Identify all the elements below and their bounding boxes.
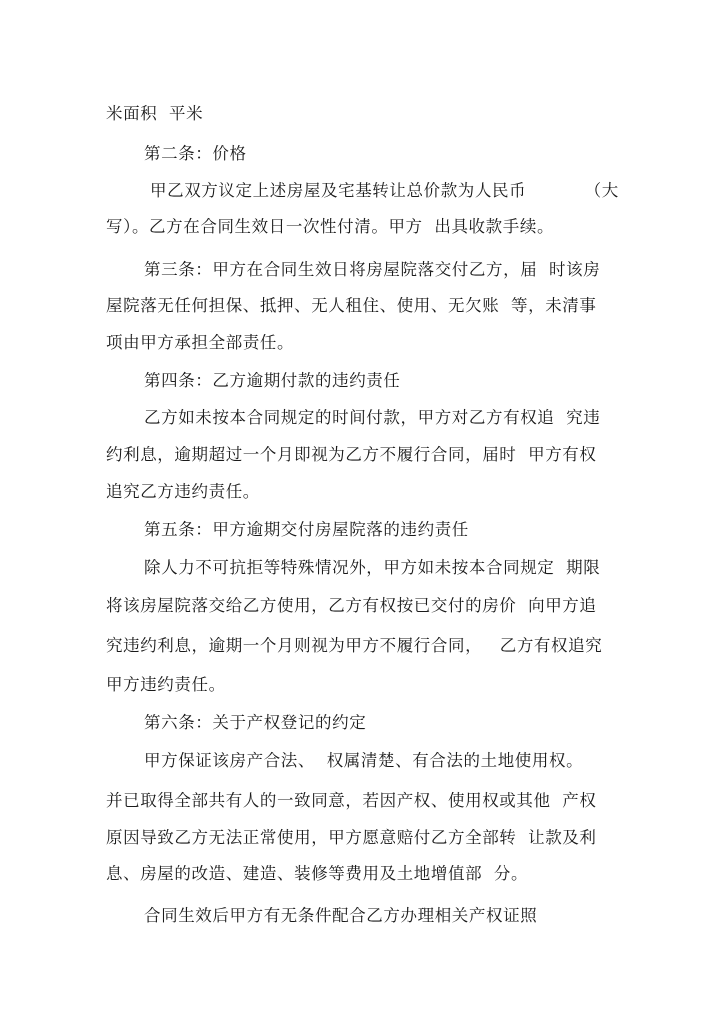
text-line-15: 究违约利息，逾期一个月则视为甲方不履行合同， 乙方有权追究 — [106, 636, 603, 655]
text-line-18: 甲方保证该房产合法、 权属清楚、有合法的土地使用权。 — [144, 751, 584, 770]
text-line-22: 合同生效后甲方有无条件配合乙方办理相关产权证照 — [144, 906, 538, 925]
text-line-6: 屋院落无任何担保、抵押、无人租住、使用、无欠账 等，未清事 — [106, 296, 597, 315]
article-6-heading: 第六条：关于产权登记的约定 — [144, 713, 367, 732]
text-line-9: 乙方如未按本合同规定的时间付款，甲方对乙方有权追 究违 — [144, 408, 601, 427]
text-line-13: 除人力不可抗拒等特殊情况外，甲方如未按本合同规定 期限 — [144, 558, 601, 577]
article-2-heading: 第二条：价格 — [144, 144, 247, 163]
text-line-16: 甲方违约责任。 — [106, 675, 226, 694]
text-line-7: 项由甲方承担全部责任。 — [106, 333, 295, 352]
text-line-4: 写）。乙方在合同生效日一次性付清。甲方 出具收款手续。 — [106, 217, 555, 236]
text-line-19: 并已取得全部共有人的一致同意，若因产权、使用权或其他 产权 — [106, 791, 597, 810]
article-3-heading: 第三条：甲方在合同生效日将房屋院落交付乙方，届 时该房 — [144, 260, 601, 279]
text-line-1: 米面积 平米 — [106, 104, 204, 123]
text-line-10: 约利息，逾期超过一个月即视为乙方不履行合同，届时 甲方有权 — [106, 445, 597, 464]
article-4-heading: 第四条：乙方逾期付款的违约责任 — [144, 371, 401, 390]
text-line-20: 原因导致乙方无法正常使用，甲方愿意赔付乙方全部转 让款及利 — [106, 828, 597, 847]
text-line-11: 追究乙方违约责任。 — [106, 482, 260, 501]
text-line-21: 息、房屋的改造、建造、装修等费用及土地增值部 分。 — [106, 864, 529, 883]
article-5-heading: 第五条：甲方逾期交付房屋院落的违约责任 — [144, 520, 469, 539]
text-line-14: 将该房屋院落交给乙方使用，乙方有权按已交付的房价 向甲方追 — [106, 596, 597, 615]
text-line-3: 甲乙双方议定上述房屋及宅基转让总价款为人民币 （大 — [150, 181, 619, 200]
